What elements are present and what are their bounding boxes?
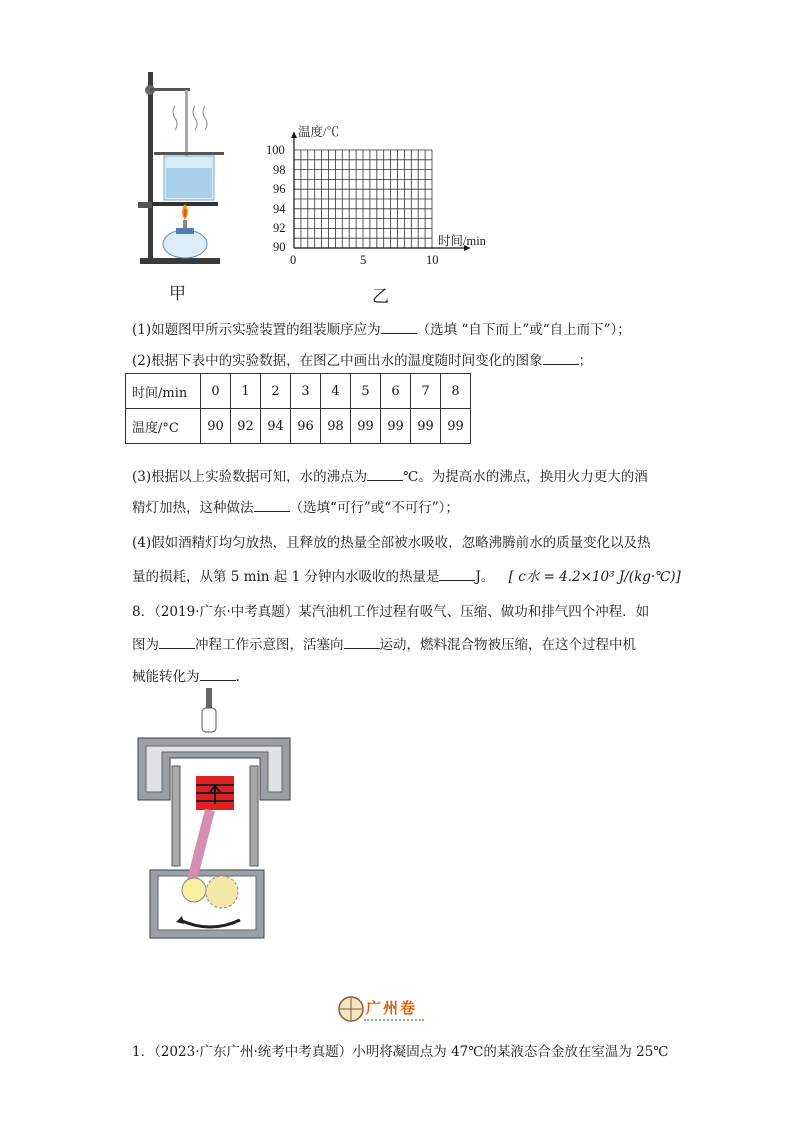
q7-part4-line2: 量的损耗，从第 5 min 起 1 分钟内水吸收的热量是 J。 [ c水 = 4.2×10³ J/(kg·℃)]	[132, 569, 681, 585]
answer-blank[interactable]	[543, 352, 579, 365]
y-tick-92: 92	[273, 221, 286, 235]
y-axis-arrow	[291, 132, 297, 138]
x-axis-label: 时间/min	[438, 234, 486, 248]
table-row: 时间/min 0 1 2 3 4 5 6 7 8	[126, 374, 471, 409]
q7-part4-line1: (4)假如酒精灯均匀放热，且释放的热量全部被水吸收，忽略沸腾前水的质量变化以及热	[132, 535, 651, 551]
q8-line1: 8．（2019·广东·中考真题）某汽油机工作过程有吸气、压缩、做功和排气四个冲程．如	[132, 604, 650, 620]
q8-line3: 械能转化为 .	[132, 669, 240, 685]
y-tick-90: 90	[273, 240, 286, 254]
apparatus-figure	[130, 68, 230, 268]
table-row: 温度/°C 90 92 94 96 98 99 99 99 99	[126, 409, 471, 444]
y-tick-94: 94	[273, 202, 286, 216]
q8-line2: 图为 冲程工作示意图，活塞向 运动，燃料混合物被压缩，在这个过程中机	[132, 637, 636, 653]
answer-blank[interactable]	[439, 568, 475, 581]
q7-part3-line2: 精灯加热，这种做法 （选填“可行”或“不可行”）；	[132, 500, 459, 516]
answer-blank[interactable]	[200, 668, 236, 681]
answer-blank[interactable]	[367, 468, 403, 481]
q7-part3-line1: (3)根据以上实验数据可知，水的沸点为 ℃。为提高水的沸点，换用火力更大的酒	[132, 469, 648, 485]
q7-part1: (1)如题图甲所示实验装置的组装顺序应为 （选填 “自下而上”或“自上而下”）；	[132, 322, 631, 338]
engine-diagram	[130, 688, 300, 950]
table-header-temp: 温度/°C	[126, 409, 201, 444]
q7-part2: (2)根据下表中的实验数据，在图乙中画出水的温度随时间变化的图象 ；	[132, 353, 593, 369]
answer-blank[interactable]	[159, 636, 195, 649]
x-tick-0: 0	[290, 253, 297, 267]
q1-line1: 1．（2023·广东广州·统考中考真题）小明将凝固点为 47℃的某液态合金放在室温为 25℃	[132, 1044, 669, 1060]
answer-blank[interactable]	[344, 636, 380, 649]
table-header-time: 时间/min	[126, 374, 201, 409]
y-tick-96: 96	[273, 182, 286, 196]
x-tick-10: 10	[426, 253, 439, 267]
answer-blank[interactable]	[381, 321, 417, 334]
figure-label-yi: 乙	[372, 287, 389, 307]
y-tick-98: 98	[273, 163, 286, 177]
answer-blank[interactable]	[254, 499, 290, 512]
y-axis-label: 温度/℃	[298, 125, 339, 139]
section-badge-icon	[338, 996, 364, 1022]
specific-heat-formula: [ c水 = 4.2×10³ J/(kg·℃)]	[508, 569, 681, 585]
y-tick-100: 100	[266, 143, 285, 157]
x-tick-5: 5	[360, 253, 367, 267]
section-banner-title: 广州卷	[366, 999, 418, 1017]
temperature-time-grid	[262, 118, 502, 273]
section-banner-underline	[364, 1019, 424, 1021]
data-table	[125, 373, 471, 444]
figure-label-jia: 甲	[169, 284, 186, 304]
